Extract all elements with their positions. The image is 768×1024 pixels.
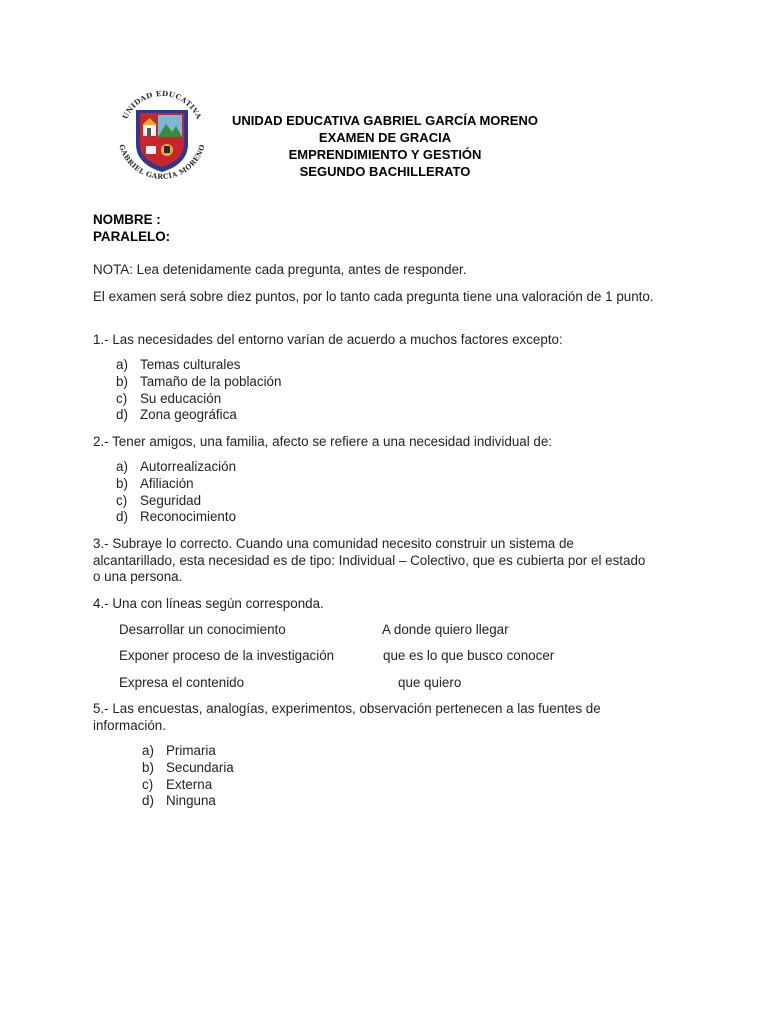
logo-text-bottom: GABRIEL GARCÍA MORENO [117,143,207,181]
match-left-3: Expresa el contenido [119,675,245,690]
name-label: NOMBRE : [93,212,161,227]
option: d) Ninguna [142,793,216,809]
question-4: 4.- Una con líneas según corresponda. [93,596,324,611]
option: b) Secundaria [142,759,234,775]
question-5-options [142,743,234,810]
exam-note: NOTA: Lea detenidamente cada pregunta, antes de responder. [93,262,467,277]
question-1: 1.- Las necesidades del entorno varían de acuerdo a muchos factores excepto: [93,332,563,347]
school-name: UNIDAD EDUCATIVA GABRIEL GARCÍA MORENO [232,113,538,128]
question-3: 3.- Subraye lo correcto. Cuando una comunidad necesito construir un sistema de alcantarillado, esta necesidad es de tipo: Individual – Colectivo, que es cubierta por el estado o una persona. [93,536,646,584]
question-5: 5.- Las encuestas, analogías, experimentos, observación pertenecen a las fuentes de información. [93,701,601,733]
question-2-options [116,459,236,526]
option: d) Reconocimiento [116,509,237,525]
match-right-3: que quiero [398,675,462,690]
option: c) Seguridad [116,492,202,508]
option: c) Externa [142,776,213,792]
scoring-note: El examen será sobre diez puntos, por lo tanto cada pregunta tiene una valoración de 1 punto. [93,289,654,304]
match-right-1: A donde quiero llegar [382,622,509,637]
question-2: 2.- Tener amigos, una familia, afecto se refiere a una necesidad individual de: [93,434,553,449]
option: d) Zona geográfica [116,407,237,423]
parallel-label: PARALELO: [93,228,171,244]
subject-name: EMPRENDIMIENTO Y GESTIÓN [288,147,482,162]
shield-icon [136,110,188,172]
student-fields [93,212,170,245]
question-1-options [116,357,281,424]
option: c) Su educación [116,390,222,406]
grade-level: SEGUNDO BACHILLERATO [299,164,471,179]
option: a) Primaria [142,743,216,758]
match-left-1: Desarrollar un conocimiento [119,622,286,637]
exam-type: EXAMEN DE GRACIA [318,130,452,145]
option: b) Tamaño de la población [116,373,282,389]
exam-header [215,112,555,180]
match-left-2: Exponer proceso de la investigación [119,648,335,663]
match-right-2: que es lo que busco conocer [383,648,555,663]
logo-text-top: UNIDAD EDUCATIVA [120,88,204,121]
option: a) Autorrealización [116,459,237,474]
option: b) Afiliación [116,475,194,491]
school-logo [112,88,212,186]
option: a) Temas culturales [116,357,241,372]
